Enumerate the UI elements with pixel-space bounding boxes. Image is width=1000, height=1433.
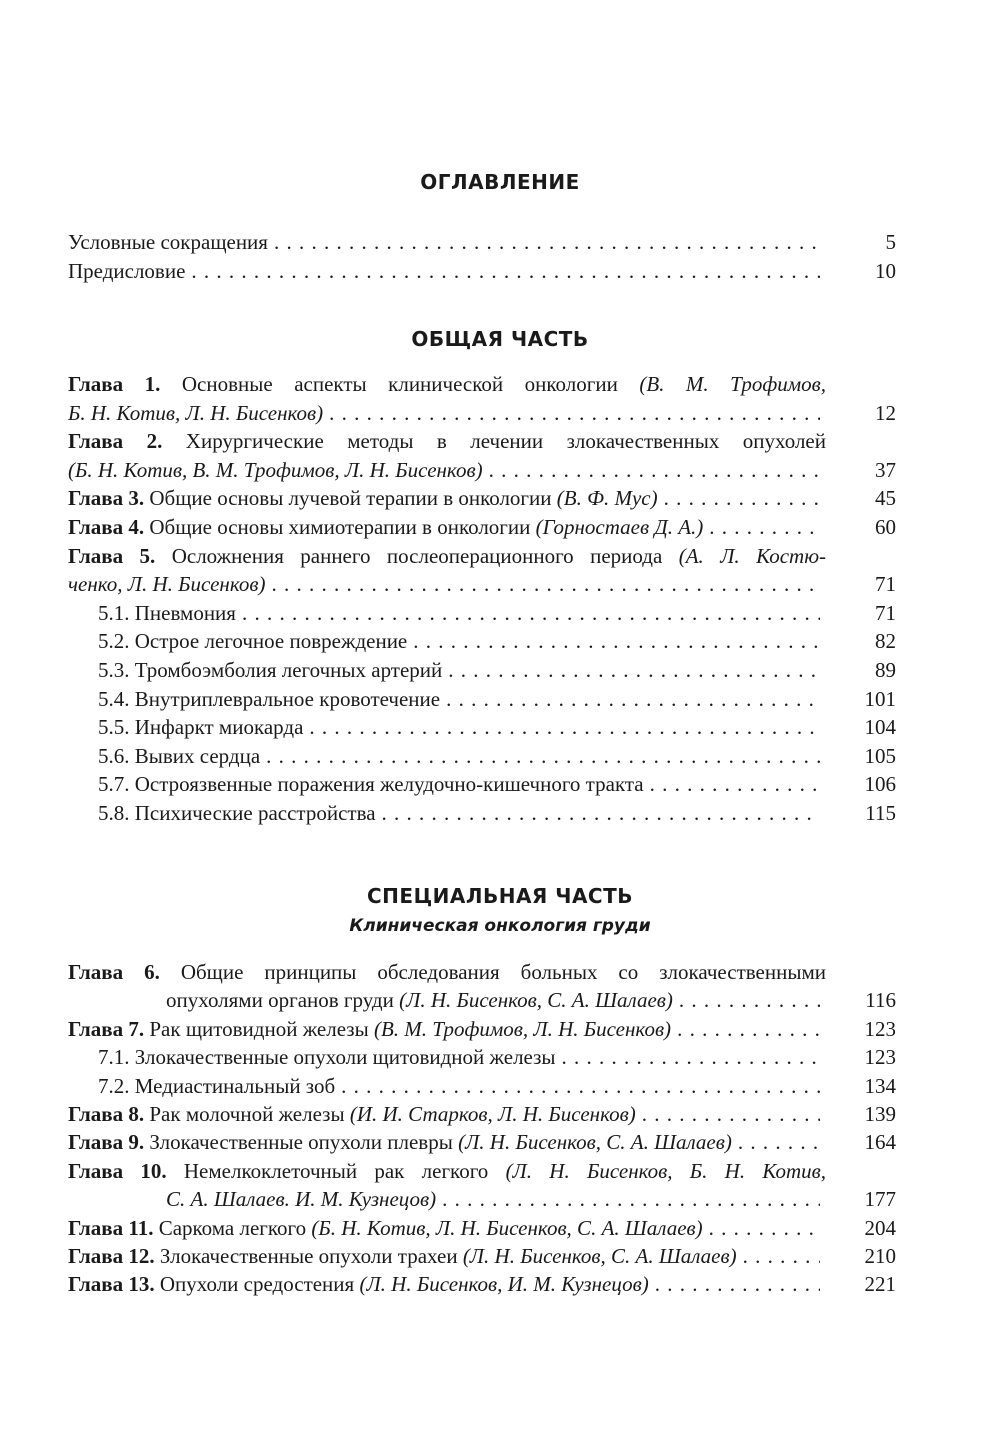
general-part-list	[68, 370, 896, 828]
page-number: 45	[875, 486, 896, 511]
leader-dots	[709, 1214, 820, 1242]
chapter-authors: (В. М. Трофимов,	[639, 372, 826, 396]
toc-entry[interactable]	[68, 257, 896, 286]
leader-dots	[562, 1043, 820, 1071]
section-title: 5.3. Тромбоэмболия легочных артерий	[98, 657, 443, 682]
page-number: 71	[875, 572, 896, 597]
leader-dots	[446, 685, 820, 714]
toc-chapter-12[interactable]	[68, 1242, 896, 1270]
page-number: 106	[864, 772, 896, 797]
leader-dots	[266, 742, 820, 771]
chapter-title: Осложнения раннего послеоперационного периода	[171, 543, 663, 568]
section-title: 5.6. Вывих сердца	[98, 743, 261, 768]
page-number: 101	[864, 686, 896, 711]
leader-dots	[242, 599, 820, 628]
chapter-authors: С. А. Шалаев. И. М. Кузнецов)	[166, 1187, 437, 1212]
toc-section[interactable]	[68, 685, 896, 714]
toc-chapter-7[interactable]	[68, 1015, 896, 1043]
chapter-title: Немелкоклеточный рак легкого	[183, 1158, 489, 1183]
chapter-authors: (В. М. Трофимов, Л. Н. Бисенков)	[373, 1016, 672, 1041]
chapter-label: Глава 13.	[68, 1272, 155, 1297]
leader-dots	[309, 713, 820, 742]
page-number: 123	[864, 1045, 896, 1070]
toc-entry[interactable]	[68, 228, 896, 257]
chapter-title: Опухоли средостения	[159, 1272, 355, 1297]
toc-chapter-9[interactable]	[68, 1128, 896, 1156]
leader-dots	[664, 484, 820, 513]
toc-chapter-10[interactable]	[68, 1157, 896, 1214]
leader-dots	[743, 1242, 820, 1270]
page-number: 204	[864, 1215, 896, 1240]
section-title: 5.4. Внутриплевральное кровотечение	[98, 686, 441, 711]
page-number: 116	[865, 988, 896, 1013]
page-number: 134	[864, 1073, 896, 1098]
chapter-title: опухолями органов груди	[166, 988, 394, 1013]
page-number: 82	[875, 629, 896, 654]
page-number: 37	[875, 457, 896, 482]
toc-chapter-8[interactable]	[68, 1100, 896, 1128]
contents-heading: ОГЛАВЛЕНИЕ	[420, 170, 580, 194]
leader-dots	[448, 656, 820, 685]
chapter-authors: (Л. Н. Бисенков, С. А. Шалаев)	[458, 1130, 732, 1155]
page-number: 139	[864, 1102, 896, 1127]
chapter-label: Глава 2.	[68, 429, 163, 454]
toc-section[interactable]	[68, 799, 896, 828]
chapter-title: Хирургические методы в лечении злокачественных опухолей	[185, 429, 826, 454]
leader-dots	[738, 1128, 820, 1156]
leader-dots	[489, 456, 820, 485]
chapter-label: Глава 6.	[68, 960, 160, 984]
leader-dots	[413, 627, 820, 656]
chapter-authors: (Б. Н. Котив, Л. Н. Бисенков, С. А. Шалаев)	[311, 1215, 703, 1240]
page-number: 164	[864, 1130, 896, 1155]
leader-dots	[329, 399, 820, 428]
chapter-authors: (Л. Н. Бисенков, Б. Н. Котив,	[505, 1158, 827, 1183]
toc-section[interactable]	[68, 742, 896, 771]
section-title: 5.2. Острое легочное повреждение	[98, 629, 408, 654]
entry-title: Предисловие	[68, 259, 186, 283]
leader-dots	[677, 1015, 820, 1043]
general-part-heading: ОБЩАЯ ЧАСТЬ	[411, 327, 589, 351]
chapter-authors: (Горностаев Д. А.)	[535, 514, 704, 539]
chapter-authors: ченко, Л. Н. Бисенков)	[68, 572, 266, 597]
section-title: 7.2. Медиастинальный зоб	[98, 1073, 336, 1098]
page-number: 123	[864, 1016, 896, 1041]
chapter-authors: (Л. Н. Бисенков, С. А. Шалаев)	[462, 1244, 737, 1269]
chapter-label: Глава 3.	[68, 486, 145, 511]
leader-dots	[642, 1100, 820, 1128]
section-title: 5.7. Остроязвенные поражения желудочно-кишечного тракта	[98, 772, 644, 797]
special-part-list	[68, 958, 896, 1299]
page-number: 89	[875, 657, 896, 682]
section-title: 7.1. Злокачественные опухоли щитовидной железы	[98, 1045, 556, 1070]
chapter-label: Глава 7.	[68, 1016, 145, 1041]
toc-section[interactable]	[68, 770, 896, 799]
page-number: 105	[864, 743, 896, 768]
chapter-title: Злокачественные опухоли трахеи	[159, 1244, 458, 1269]
leader-dots	[709, 513, 820, 542]
toc-section[interactable]	[68, 1043, 896, 1071]
chapter-label: Глава 5.	[68, 543, 156, 568]
special-part-subheading: Клиническая онкология груди	[349, 916, 651, 936]
chapter-title: Общие основы химиотерапии в онкологии	[149, 514, 531, 539]
leader-dots	[271, 570, 820, 599]
page-number: 10	[875, 259, 896, 283]
chapter-authors: (А. Л. Костю-	[678, 543, 827, 568]
chapter-authors: (Б. Н. Котив, В. М. Трофимов, Л. Н. Бисенков)	[68, 457, 483, 482]
leader-dots	[655, 1270, 820, 1298]
chapter-title: Рак щитовидной железы	[149, 1016, 369, 1041]
toc-chapter-11[interactable]	[68, 1214, 896, 1242]
toc-section[interactable]	[68, 713, 896, 742]
chapter-title: Рак молочной железы	[149, 1102, 345, 1127]
toc-chapter-13[interactable]	[68, 1270, 896, 1298]
leader-dots	[341, 1072, 820, 1100]
leader-dots	[679, 986, 820, 1014]
leader-dots	[274, 228, 820, 257]
chapter-authors: (В. Ф. Мус)	[556, 486, 658, 511]
toc-section[interactable]	[68, 656, 896, 685]
chapter-title: Саркома легкого	[158, 1215, 307, 1240]
page-number: 177	[864, 1187, 896, 1212]
chapter-title: Основные аспекты клинической онкологии	[181, 372, 618, 396]
toc-chapter-4[interactable]	[68, 513, 896, 542]
leader-dots	[191, 257, 820, 286]
chapter-label: Глава 1.	[68, 372, 161, 396]
section-title: 5.5. Инфаркт миокарда	[98, 715, 304, 740]
toc-chapter-2[interactable]	[68, 427, 896, 484]
chapter-title: Общие принципы обследования больных со злокачественными	[180, 960, 826, 984]
chapter-label: Глава 11.	[68, 1215, 154, 1240]
toc-chapter-5[interactable]	[68, 542, 896, 599]
entry-title: Условные сокращения	[68, 230, 268, 254]
chapter-authors: (Л. Н. Бисенков, И. М. Кузнецов)	[359, 1272, 649, 1297]
section-title: 5.8. Психические расстройства	[98, 800, 376, 825]
toc-chapter-1[interactable]	[68, 370, 896, 427]
toc-section[interactable]	[68, 599, 896, 628]
chapter-label: Глава 4.	[68, 514, 145, 539]
page-number: 60	[875, 514, 896, 539]
toc-section[interactable]	[68, 627, 896, 656]
toc-chapter-3[interactable]	[68, 484, 896, 513]
chapter-authors: (Л. Н. Бисенков, С. А. Шалаев)	[399, 988, 673, 1013]
chapter-label: Глава 9.	[68, 1130, 145, 1155]
page-number: 71	[875, 600, 896, 625]
chapter-label: Глава 10.	[68, 1158, 167, 1183]
special-part-heading: СПЕЦИАЛЬНАЯ ЧАСТЬ	[367, 884, 633, 908]
page-number: 5	[885, 230, 896, 254]
chapter-title: Злокачественные опухоли плевры	[149, 1130, 453, 1155]
leader-dots	[382, 799, 820, 828]
leader-dots	[650, 770, 820, 799]
chapter-title: Общие основы лучевой терапии в онкологии	[149, 486, 552, 511]
page-number: 115	[865, 800, 896, 825]
toc-chapter-6[interactable]	[68, 958, 896, 1015]
section-title: 5.1. Пневмония	[98, 600, 236, 625]
page-number: 104	[864, 715, 896, 740]
chapter-label: Глава 12.	[68, 1244, 155, 1269]
toc-section[interactable]	[68, 1072, 896, 1100]
chapter-authors: Б. Н. Котив, Л. Н. Бисенков)	[68, 400, 324, 425]
page-number: 12	[875, 400, 896, 425]
leader-dots	[442, 1185, 820, 1213]
chapter-label: Глава 8.	[68, 1102, 145, 1127]
front-matter-list	[68, 228, 896, 286]
chapter-authors: (И. И. Старков, Л. Н. Бисенков)	[349, 1102, 636, 1127]
page-number: 221	[864, 1272, 896, 1297]
page-number: 210	[864, 1244, 896, 1269]
